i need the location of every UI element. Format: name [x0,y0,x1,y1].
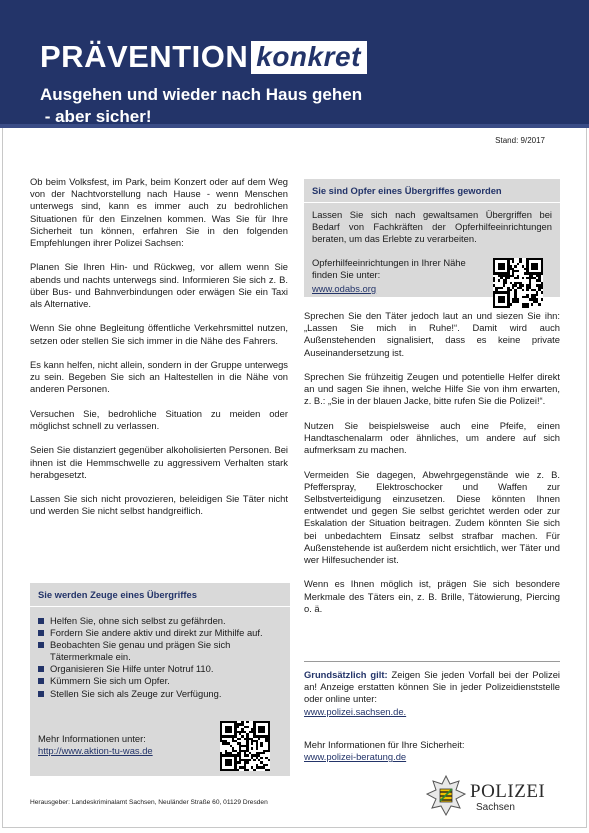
advice-paragraph: Wenn Sie ohne Begleitung öffentliche Verkehrsmittel nutzen, setzen oder stellen Sie sich immer in die Nähe des Fahrers. [30,322,288,346]
advice-paragraph: Lassen Sie sich nicht provozieren, beleidigen Sie Täter nicht und werden Sie nicht selbst handgreiflich. [30,493,288,517]
brand-main: PRÄVENTION [40,39,249,74]
issue-date: Stand: 9/2017 [495,136,545,145]
list-item: Kümmern Sie sich um Opfer. [38,675,282,687]
odabs-link[interactable]: www.odabs.org [312,283,377,294]
polizei-beratung-link[interactable]: www.polizei-beratung.de [304,751,407,763]
victim-find-label: Opferhilfeeinrichtungen in Ihrer Nähe finden Sie unter: [312,257,466,280]
victim-box-body: Lassen Sie sich nach gewaltsamen Übergriffen bei Bedarf von Fachkräften der Opferhilfeeinrichtungen beraten, um das Erlebte zu verarbeiten. [312,209,552,245]
publisher-footer: Herausgeber: Landeskriminalamt Sachsen, Neuländer Straße 60, 01129 Dresden [30,799,268,806]
witness-info-label: Mehr Informationen unter: [38,733,146,744]
advice-paragraph: Vermeiden Sie dagegen, Abwehrgegenstände wie z. B. Pfefferspray, Elektroschocker und Waffen zur Selbstverteidigung einzusetzen. Diese könnten Ihnen entwendet und gegen Sie selbst gerichtet werden oder zur Eskalation der Situation beitragen. Zudem könnten Sie sich bei unbedachtem Einsatz selbst strafbar machen. Für Außenstehende ist außerdem nicht ersichtlich, wer Täter und wer Hilfesuchender ist. [304,468,560,566]
list-item: Stellen Sie sich als Zeuge zur Verfügung. [38,688,282,700]
police-logo-region: Sachsen [476,802,515,813]
qr-code-aktion-tu-was [220,721,270,771]
witness-list [30,607,290,700]
right-column [304,310,560,627]
basic-rule [304,669,560,718]
police-logo-text: POLIZEI [470,781,546,802]
qr-module [541,306,543,308]
list-item: Fordern Sie andere aktiv und direkt zur Mithilfe auf. [38,627,282,639]
intro-paragraph: Ob beim Volksfest, im Park, beim Konzert oder auf dem Weg von der Nachtvorstellung nach Hause - wenn Menschen unterwegs sind, kann es immer auch zu bedrohlichen Situationen für den Einzelnen kommen. Was Sie für Ihre Sicherheit tun können, erfahren Sie in den folgenden Empfehlungen ihrer Polizei Sachsen: [30,176,288,249]
victim-find-info [312,257,482,295]
qr-code-odabs [493,258,543,308]
police-star-icon [425,775,467,819]
list-item: Organisieren Sie Hilfe unter Notruf 110. [38,663,282,675]
advice-paragraph: Sprechen Sie den Täter jedoch laut an und siezen Sie ihn: „Lassen Sie mich in Ruhe!“. Damit wird auch Außenstehenden signalisiert, dass es keine private Auseinandersetzung ist. [304,310,560,358]
advice-paragraph: Planen Sie Ihren Hin- und Rückweg, vor allem wenn Sie abends und nachts unterwegs sind. Informieren Sie sich z. B. über Bus- und Bahnverbindungen oder erwägen Sie ein Taxi als Alternative. [30,261,288,310]
left-column [30,176,288,530]
advice-paragraph: Versuchen Sie, bedrohliche Situation zu meiden oder möglichst schnell zu verlassen. [30,407,288,431]
brand-title [40,39,367,75]
victim-box-title: Sie sind Opfer eines Übergriffes geworden [304,179,560,203]
advice-paragraph: Seien Sie distanziert gegenüber alkoholisierten Personen. Bei ihnen ist die Hemmschwelle zu aggressivem Verhalten stark herabgesetzt. [30,444,288,480]
polizei-sachsen-link[interactable]: www.polizei.sachsen.de. [304,705,407,717]
advice-paragraph: Nutzen Sie beispielsweise auch eine Pfeife, einen Handtaschenalarm oder ähnliches, um andere auf sich aufmerksam zu machen. [304,419,560,456]
witness-more-info [38,733,153,757]
header-banner [0,0,589,128]
page-subtitle: Ausgehen und wieder nach Haus gehen - aber sicher! [40,85,363,126]
witness-box-title: Sie werden Zeuge eines Übergriffes [30,583,290,607]
more-info-label: Mehr Informationen für Ihre Sicherheit: [304,739,465,750]
basic-rule-text: Zeigen Sie jeden Vorfall bei der Polizei an! Anzeige erstatten können Sie in jeder Polizeidienststelle oder online unter: [304,669,560,705]
list-item: Beobachten Sie genau und prägen Sie sich Tätermerkmale ein. [38,639,282,663]
basic-rule-lead: Grundsätzlich gilt: [304,669,388,680]
divider [304,661,560,662]
advice-paragraph: Sprechen Sie frühzeitig Zeugen und potentielle Helfer direkt an und sagen Sie ihnen, welche Hilfe Sie von ihm erwarten, z. B.: „Sie in der blauen Jacke, bitte rufen Sie die Polizei!“. [304,371,560,407]
brand-accent: konkret [251,41,367,74]
list-item: Helfen Sie, ohne sich selbst zu gefährden. [38,615,282,627]
advice-paragraph: Wenn es Ihnen möglich ist, prägen Sie sich besondere Merkmale des Täters ein, z. B. Brille, Tätowierung, Piercing o. ä. [304,578,560,614]
qr-module [268,769,270,771]
more-info [304,739,560,763]
advice-paragraph: Es kann helfen, nicht allein, sondern in der Gruppe unterwegs zu sein. Begeben Sie sich an Haltestellen in die Nähe von anderen Personen. [30,359,288,395]
aktion-tu-was-link[interactable]: http://www.aktion-tu-was.de [38,745,153,756]
